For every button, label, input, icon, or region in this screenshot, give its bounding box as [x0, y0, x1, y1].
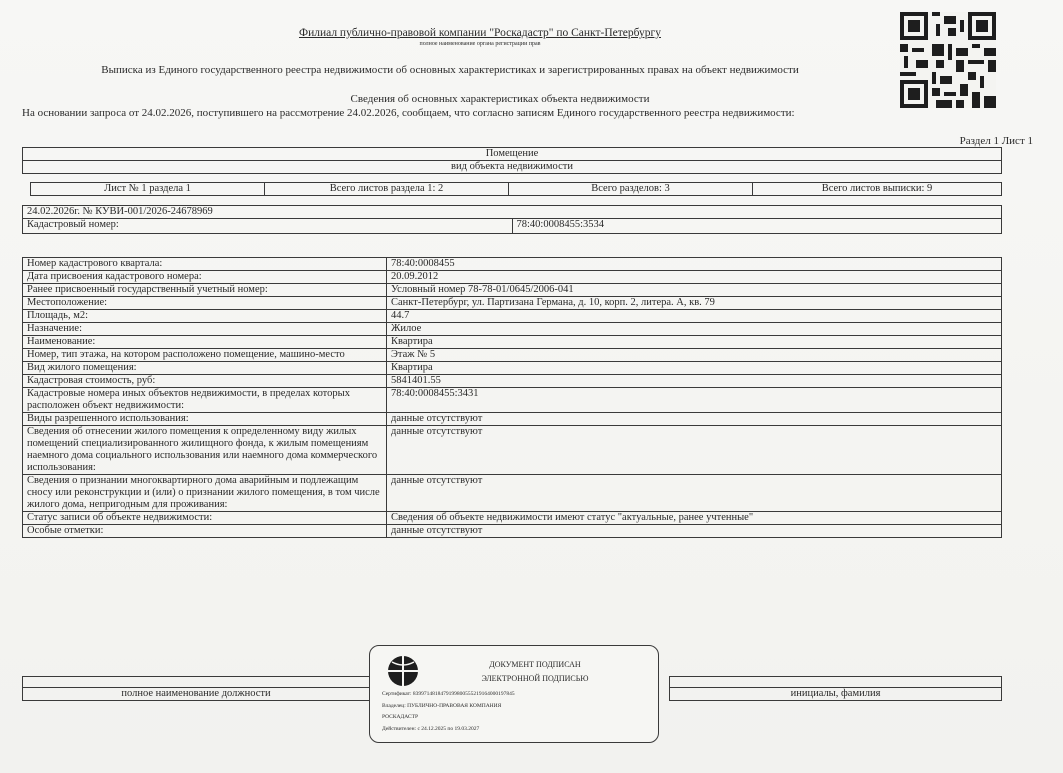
table-row	[23, 310, 1002, 323]
request-number: 24.02.2026г. № КУВИ-001/2026-24678969	[23, 206, 1002, 219]
reference-table	[22, 205, 1002, 234]
row-label: Площадь, м2:	[23, 310, 387, 323]
row-label: Местоположение:	[23, 297, 387, 310]
stamp-line-1: ДОКУМЕНТ ПОДПИСАН	[489, 660, 581, 669]
total-section-sheets: Всего листов раздела 1: 2	[265, 183, 509, 196]
rosreestr-emblem-icon	[386, 654, 420, 688]
row-label: Статус записи об объекте недвижимости:	[23, 512, 387, 525]
row-value: 78:40:0008455:3431	[387, 388, 1002, 413]
table-row	[23, 271, 1002, 284]
name-caption: инициалы, фамилия	[670, 688, 1002, 701]
row-label: Сведения о признании многоквартирного дома аварийным и подлежащим сносу или реконструкции и (или) о признании жилого помещения, в том числе жилого дома, непригодным для проживания:	[23, 475, 387, 512]
row-label: Номер кадастрового квартала:	[23, 258, 387, 271]
table-row	[23, 388, 1002, 413]
row-value: данные отсутствуют	[387, 475, 1002, 512]
sheet-number: Лист № 1 раздела 1	[31, 183, 265, 196]
table-row	[23, 413, 1002, 426]
object-type-caption: вид объекта недвижимости	[23, 161, 1002, 174]
row-label: Ранее присвоенный государственный учетный номер:	[23, 284, 387, 297]
table-row	[23, 349, 1002, 362]
row-value: Сведения об объекте недвижимости имеют статус "актуальные, ранее учтенные"	[387, 512, 1002, 525]
row-value: Санкт-Петербург, ул. Партизана Германа, д. 10, корп. 2, литера. А, кв. 79	[387, 297, 1002, 310]
position-caption: полное наименование должности	[23, 688, 370, 701]
row-value: Условный номер 78-78-01/0645/2006-041	[387, 284, 1002, 297]
electronic-signature-stamp	[369, 645, 659, 743]
row-value: Жилое	[387, 323, 1002, 336]
table-row	[23, 375, 1002, 388]
total-extract-sheets: Всего листов выписки: 9	[753, 183, 1002, 196]
row-label: Наименование:	[23, 336, 387, 349]
row-label: Номер, тип этажа, на котором расположено помещение, машино-место	[23, 349, 387, 362]
row-value: 20.09.2012	[387, 271, 1002, 284]
row-label: Сведения об отнесении жилого помещения к определенному виду жилых помещений специализированного жилищного фонда, к жилым помещениям наемного дома социального использования или наемного дома коммерческого использования:	[23, 426, 387, 475]
cadastral-number-label: Кадастровый номер:	[23, 219, 513, 234]
table-row	[23, 512, 1002, 525]
object-type: Помещение	[23, 148, 1002, 161]
sheets-table	[30, 182, 1002, 196]
table-row	[23, 284, 1002, 297]
row-value: Этаж № 5	[387, 349, 1002, 362]
row-value: 44.7	[387, 310, 1002, 323]
qr-code-icon	[900, 12, 996, 108]
table-row	[23, 336, 1002, 349]
section-sheet-label: Раздел 1 Лист 1	[959, 135, 1033, 147]
characteristics-table	[22, 257, 1002, 538]
row-value: данные отсутствуют	[387, 413, 1002, 426]
basis-text: На основании запроса от 24.02.2026, поступившего на рассмотрение 24.02.2026, сообщаем, что согласно записям Единого государственного реестра недвижимости:	[22, 107, 795, 119]
table-row	[23, 525, 1002, 538]
row-label: Назначение:	[23, 323, 387, 336]
stamp-owner-2: РОСКАДАСТР	[382, 714, 419, 720]
row-value: данные отсутствуют	[387, 426, 1002, 475]
stamp-line-2: ЭЛЕКТРОННОЙ ПОДПИСЬЮ	[481, 674, 589, 683]
table-row	[23, 258, 1002, 271]
organization-name: Филиал публично-правовой компании "Роскадастр" по Санкт-Петербургу	[298, 27, 661, 39]
row-label: Вид жилого помещения:	[23, 362, 387, 375]
row-value: Квартира	[387, 362, 1002, 375]
table-row	[23, 475, 1002, 512]
organization-caption: полное наименование органа регистрации прав	[419, 41, 541, 47]
row-label: Виды разрешенного использования:	[23, 413, 387, 426]
total-sections: Всего разделов: 3	[509, 183, 753, 196]
object-type-table	[22, 147, 1002, 174]
row-value: 78:40:0008455	[387, 258, 1002, 271]
row-value: данные отсутствуют	[387, 525, 1002, 538]
stamp-validity: Действителен: с 24.12.2025 по 19.03.2027	[382, 726, 480, 732]
stamp-certificate: Сертификат: 8399714818479199800555219164000197845	[382, 691, 515, 697]
row-value: 5841401.55	[387, 375, 1002, 388]
table-row	[23, 426, 1002, 475]
stamp-owner: Владелец: ПУБЛИЧНО-ПРАВОВАЯ КОМПАНИЯ	[382, 703, 502, 709]
table-row	[23, 362, 1002, 375]
cadastral-number-value: 78:40:0008455:3534	[512, 219, 1002, 234]
row-label: Кадастровые номера иных объектов недвижимости, в пределах которых расположен объект недвижимости:	[23, 388, 387, 413]
table-row	[23, 323, 1002, 336]
row-label: Кадастровая стоимость, руб:	[23, 375, 387, 388]
row-label: Особые отметки:	[23, 525, 387, 538]
row-value: Квартира	[387, 336, 1002, 349]
section-title: Сведения об основных характеристиках объекта недвижимости	[350, 93, 650, 105]
table-row	[23, 297, 1002, 310]
row-label: Дата присвоения кадастрового номера:	[23, 271, 387, 284]
extract-title: Выписка из Единого государственного реестра недвижимости об основных характеристиках и зарегистрированных правах на объект недвижимости	[101, 64, 799, 76]
